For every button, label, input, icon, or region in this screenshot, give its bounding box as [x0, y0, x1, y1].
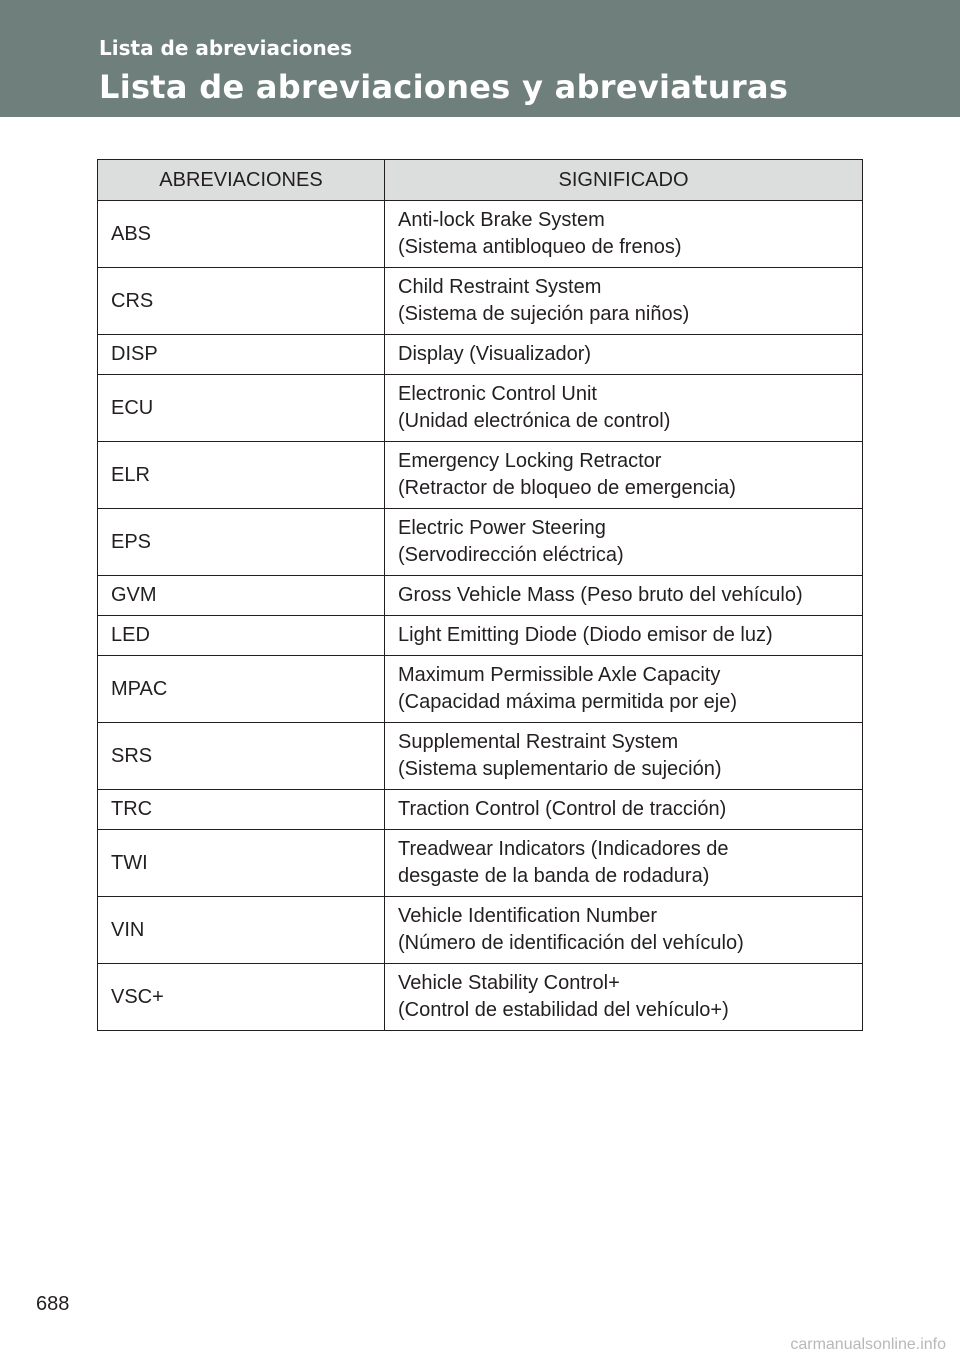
meaning-line: Gross Vehicle Mass (Peso bruto del vehículo) [398, 583, 803, 606]
meaning-line: (Retractor de bloqueo de emergencia) [398, 476, 736, 499]
meaning-line: Anti-lock Brake System [398, 208, 605, 231]
meaning-cell [385, 576, 863, 616]
meaning-cell [385, 964, 863, 1031]
table-row [98, 790, 863, 830]
abbreviation-cell: LED [98, 616, 385, 656]
meaning-line: Light Emitting Diode (Diodo emisor de luz) [398, 623, 773, 646]
watermark: carmanualsonline.info [790, 1336, 946, 1353]
column-header-abbreviations: ABREVIACIONES [98, 160, 385, 201]
meaning-line: (Control de estabilidad del vehículo+) [398, 998, 729, 1021]
meaning-line: Treadwear Indicators (Indicadores de [398, 837, 729, 860]
meaning-line: (Sistema suplementario de sujeción) [398, 757, 722, 780]
section-title: Lista de abreviaciones [99, 36, 353, 60]
table-row [98, 616, 863, 656]
meaning-line: Maximum Permissible Axle Capacity [398, 663, 721, 686]
meaning-cell [385, 790, 863, 830]
table-row [98, 723, 863, 790]
table-row [98, 656, 863, 723]
abbreviation-cell: ABS [98, 201, 385, 268]
meaning-cell [385, 723, 863, 790]
meaning-cell [385, 509, 863, 576]
meaning-cell [385, 442, 863, 509]
abbreviation-cell: DISP [98, 335, 385, 375]
meaning-line: Child Restraint System [398, 275, 602, 298]
meaning-cell [385, 897, 863, 964]
abbreviation-cell: MPAC [98, 656, 385, 723]
meaning-cell [385, 268, 863, 335]
abbreviation-cell: ECU [98, 375, 385, 442]
meaning-line: (Sistema de sujeción para niños) [398, 302, 690, 325]
table-row [98, 442, 863, 509]
meaning-line: Vehicle Stability Control+ [398, 971, 620, 994]
table-body [98, 201, 863, 1031]
column-header-meaning: SIGNIFICADO [385, 160, 863, 201]
meaning-line: Display (Visualizador) [398, 342, 592, 365]
table-row [98, 576, 863, 616]
meaning-cell [385, 375, 863, 442]
table-row [98, 201, 863, 268]
abbreviation-cell: GVM [98, 576, 385, 616]
meaning-line: Emergency Locking Retractor [398, 449, 662, 472]
abbreviation-cell: VSC+ [98, 964, 385, 1031]
table-row [98, 964, 863, 1031]
meaning-cell [385, 335, 863, 375]
meaning-line: (Unidad electrónica de control) [398, 409, 671, 432]
meaning-line: Traction Control (Control de tracción) [398, 797, 727, 820]
table-row [98, 375, 863, 442]
table-row [98, 509, 863, 576]
page-header [0, 0, 960, 117]
abbreviation-cell: CRS [98, 268, 385, 335]
table-row [98, 335, 863, 375]
abbreviation-cell: TWI [98, 830, 385, 897]
meaning-line: (Capacidad máxima permitida por eje) [398, 690, 738, 713]
meaning-cell [385, 201, 863, 268]
meaning-line: Electronic Control Unit [398, 382, 597, 405]
meaning-line: Electric Power Steering [398, 516, 606, 539]
meaning-line: Supplemental Restraint System [398, 730, 679, 753]
abbreviation-cell: EPS [98, 509, 385, 576]
meaning-line: desgaste de la banda de rodadura) [398, 864, 710, 887]
meaning-cell [385, 656, 863, 723]
meaning-line: (Servodirección eléctrica) [398, 543, 624, 566]
meaning-line: (Sistema antibloqueo de frenos) [398, 235, 682, 258]
table-header-row [98, 160, 863, 201]
abbreviation-cell: TRC [98, 790, 385, 830]
page-number: 688 [36, 1293, 70, 1315]
abbreviation-cell: ELR [98, 442, 385, 509]
table-row [98, 268, 863, 335]
abbreviation-cell: VIN [98, 897, 385, 964]
meaning-line: (Número de identificación del vehículo) [398, 931, 744, 954]
table-row [98, 830, 863, 897]
abbreviations-table [97, 159, 863, 1031]
abbreviation-cell: SRS [98, 723, 385, 790]
table-row [98, 897, 863, 964]
meaning-cell [385, 830, 863, 897]
meaning-line: Vehicle Identification Number [398, 904, 658, 927]
page-title: Lista de abreviaciones y abreviaturas [99, 68, 789, 106]
meaning-cell [385, 616, 863, 656]
